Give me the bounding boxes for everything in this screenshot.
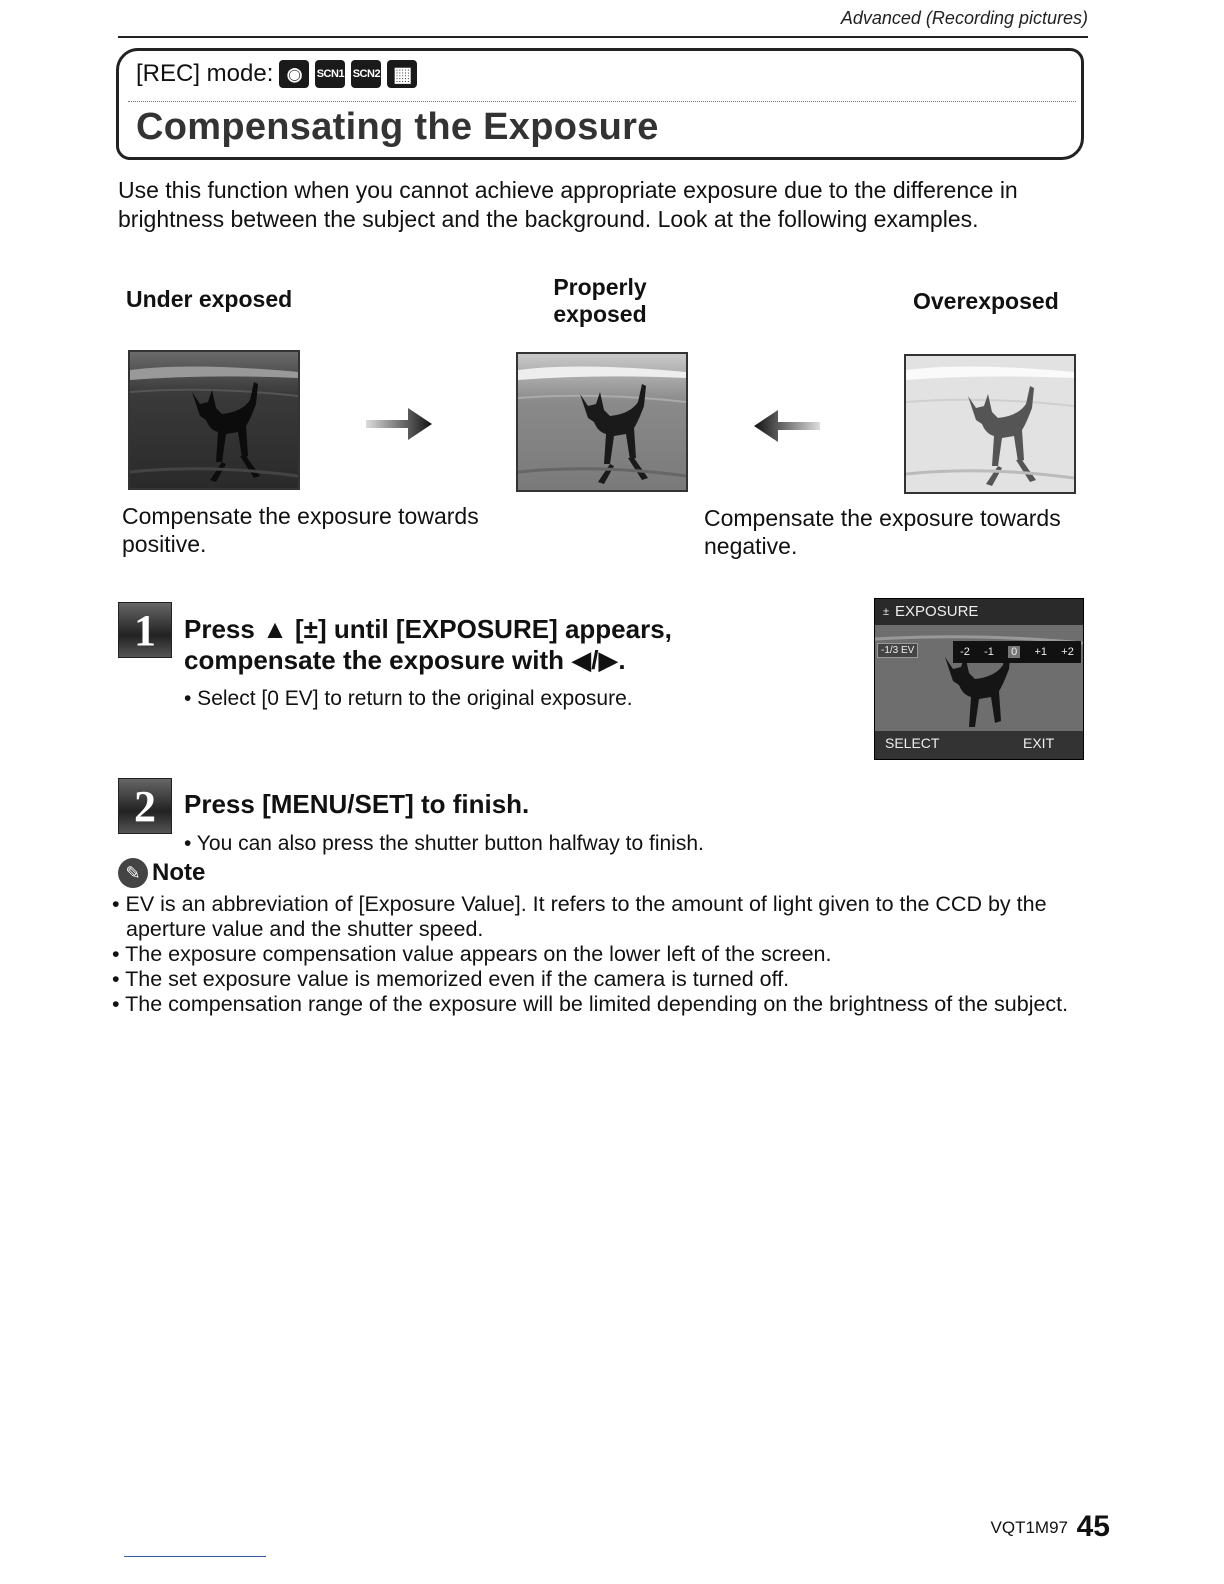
step-2-number: 2 [118, 778, 172, 834]
lcd-title: EXPOSURE [895, 603, 979, 620]
step-1-instruction [184, 614, 844, 676]
note-heading [118, 858, 205, 888]
arrow-left-icon [752, 406, 822, 446]
page-title: Compensating the Exposure [136, 106, 659, 148]
step-1-line2: compensate the exposure with ◀/▶. [184, 645, 626, 675]
note-item: • EV is an abbreviation of [Exposure Value]. It refers to the amount of light given to the CCD by the aperture value and the shutter speed. [112, 892, 1047, 941]
note-heading-text: Note [152, 859, 206, 886]
scale-minus-1: -1 [984, 646, 994, 658]
dog-silhouette-light [906, 356, 1074, 492]
step-2-bullet: • You can also press the shutter button halfway to finish. [184, 832, 704, 855]
note-item: • The compensation range of the exposure will be limited depending on the brightness of the subject. [112, 992, 1069, 1016]
motion-picture-icon: ▦ [387, 60, 417, 88]
scale-plus-2: +2 [1061, 646, 1074, 658]
arrow-right-icon [364, 404, 434, 444]
camera-icon: ◉ [279, 60, 309, 88]
scn2-icon: SCN2 [351, 60, 381, 88]
title-divider [128, 101, 1076, 102]
section-header: Advanced (Recording pictures) [840, 8, 1088, 28]
lcd-scale [953, 641, 1081, 663]
document-code: VQT1M97 [990, 1518, 1068, 1537]
scale-plus-1: +1 [1034, 646, 1048, 658]
note-item: • The exposure compensation value appears on the lower left of the screen. [112, 942, 832, 966]
dog-silhouette-normal [518, 354, 686, 490]
overexposed-label: Overexposed [913, 288, 1059, 314]
step-2-instruction: Press [MENU/SET] to finish. [184, 789, 530, 819]
overexposed-photo [904, 354, 1076, 494]
properly-exposed-label-line1: Properly [553, 274, 647, 300]
under-exposed-caption: Compensate the exposure towards positive. [122, 503, 479, 557]
note-item: • The set exposure value is memorized even if the camera is turned off. [112, 967, 790, 991]
lcd-select-label: SELECT [885, 735, 940, 751]
step-1-bullet: • Select [0 EV] to return to the original exposure. [184, 687, 633, 710]
scn1-icon: SCN1 [315, 60, 345, 88]
scale-minus-2: -2 [960, 646, 970, 658]
note-list [112, 892, 1077, 1017]
rec-mode-line [136, 60, 417, 88]
lcd-left-value: -1/3 EV [877, 643, 918, 658]
exposure-icon: ± [883, 605, 890, 618]
rec-mode-label: [REC] mode: [136, 60, 274, 87]
properly-exposed-label-line2: exposed [553, 301, 647, 327]
under-exposed-label: Under exposed [126, 286, 293, 312]
footer-rule [124, 1556, 266, 1557]
scale-zero: 0 [1008, 646, 1020, 658]
header-rule [118, 36, 1088, 38]
overexposed-caption: Compensate the exposure towards negative. [704, 505, 1061, 559]
step-1-line1: Press ▲ [±] until [EXPOSURE] appears, [184, 614, 672, 644]
properly-exposed-label [540, 274, 660, 328]
camera-lcd-screen [874, 598, 1084, 760]
page-number: 45 [1076, 1510, 1110, 1543]
step-1-number: 1 [118, 602, 172, 658]
dog-silhouette-dark [130, 352, 298, 488]
pencil-note-icon: ✎ [118, 858, 148, 888]
lcd-exit-label: EXIT [1023, 735, 1055, 751]
under-exposed-photo [128, 350, 300, 490]
lcd-title-row [883, 603, 978, 620]
intro-paragraph: Use this function when you cannot achieve appropriate exposure due to the difference in brightness between the subject and the background. Look at the following examples. [118, 177, 1018, 232]
properly-exposed-photo [516, 352, 688, 492]
